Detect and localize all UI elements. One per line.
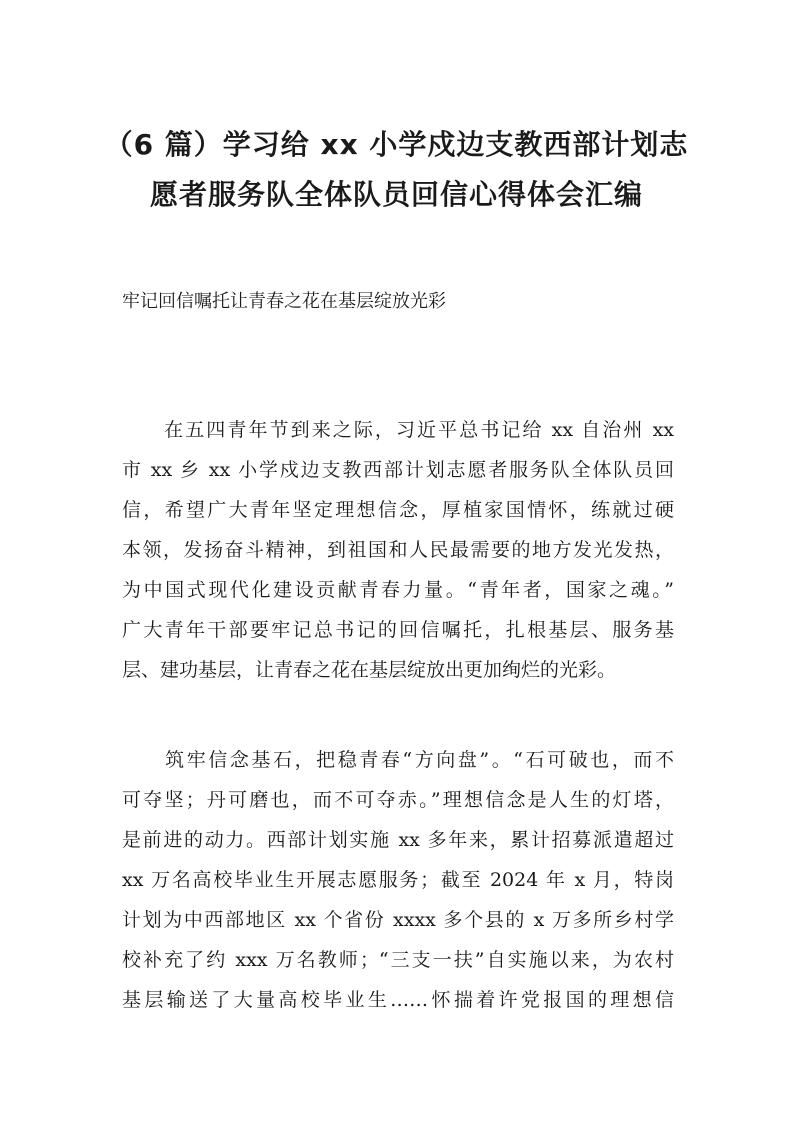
paragraph-line: 广大青年干部要牢记总书记的回信嘱托，扎根基层、服务基 [122, 619, 674, 641]
paragraph-line: 筑牢信念基石，把稳青春“方向盘”。“石可破也，而不 [122, 749, 674, 771]
document-title [100, 120, 693, 220]
paragraph-line: 为中国式现代化建设贡献青春力量。“青年者，国家之魂。” [122, 579, 674, 601]
paragraph-line: 校补充了约 xxx 万名教师；“三支一扶”自实施以来，为农村 [122, 949, 674, 971]
paragraph [122, 740, 674, 1020]
paragraph [122, 410, 674, 690]
paragraph-line: 基层输送了大量高校毕业生……怀揣着许党报国的理想信 [122, 989, 674, 1011]
paragraph-line: 层、建功基层，让青春之花在基层绽放出更加绚烂的光彩。 [122, 659, 617, 681]
title-line: （6 篇）学习给 xx 小学戍边支教西部计划志 [104, 128, 689, 161]
section-subtitle: 牢记回信嘱托让青春之花在基层绽放光彩 [122, 291, 446, 312]
paragraph-line: xx 万名高校毕业生开展志愿服务；截至 2024 年 x 月，特岗 [122, 869, 674, 891]
paragraph-line: 信，希望广大青年坚定理想信念，厚植家国情怀，练就过硬 [122, 499, 674, 521]
paragraph-line: 可夺坚；丹可磨也，而不可夺赤。”理想信念是人生的灯塔， [122, 789, 674, 811]
paragraph-line: 市 xx 乡 xx 小学戍边支教西部计划志愿者服务队全体队员回 [122, 459, 674, 481]
paragraph-line: 本领，发扬奋斗精神，到祖国和人民最需要的地方发光发热， [122, 539, 674, 561]
paragraph-line: 是前进的动力。西部计划实施 xx 多年来，累计招募派遣超过 [122, 829, 674, 851]
paragraph-line: 计划为中西部地区 xx 个省份 xxxx 多个县的 x 万多所乡村学 [122, 909, 674, 931]
title-line: 愿者服务队全体队员回信心得体会汇编 [149, 178, 643, 211]
paragraph-line: 在五四青年节到来之际，习近平总书记给 xx 自治州 xx [122, 419, 674, 441]
